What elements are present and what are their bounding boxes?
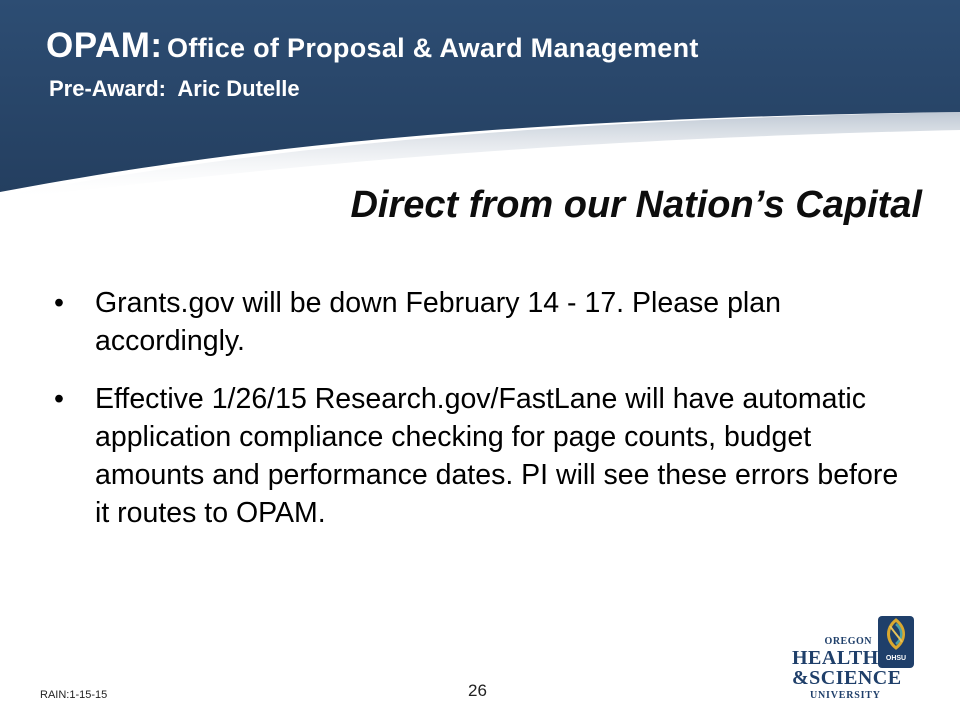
- footer-code: RAIN:1-15-15: [40, 689, 108, 701]
- header-subtitle: Pre-Award: Aric Dutelle: [49, 76, 300, 101]
- bullet-glyph: •: [54, 287, 64, 319]
- logo-line-oregon: OREGON: [824, 636, 872, 647]
- page-number: 26: [468, 681, 487, 700]
- bullet-text: Grants.gov will be down February 14 - 17. Please plan accordingly.: [95, 287, 781, 357]
- logo-line-science: &SCIENCE: [792, 667, 902, 689]
- bullet-list: [54, 284, 904, 552]
- bullet-item: [54, 380, 904, 532]
- header-title-full: Office of Proposal & Award Management: [167, 33, 699, 63]
- header-title-acronym: OPAM:: [46, 26, 163, 65]
- logo-badge-text: OHSU: [885, 655, 907, 662]
- logo-line-health: HEALTH: [792, 647, 879, 669]
- bullet-item: [54, 284, 904, 360]
- bullet-text: Effective 1/26/15 Research.gov/FastLane will have automatic application compliance checking for page counts, budget amounts and performance dates. PI will see these errors before it routes to OPAM.: [95, 383, 899, 529]
- slide-title: Direct from our Nation’s Capital: [350, 184, 922, 226]
- bullet-glyph: •: [54, 383, 64, 415]
- header-title: [46, 26, 699, 66]
- ohsu-logo: [792, 612, 922, 704]
- logo-line-university: UNIVERSITY: [810, 690, 881, 701]
